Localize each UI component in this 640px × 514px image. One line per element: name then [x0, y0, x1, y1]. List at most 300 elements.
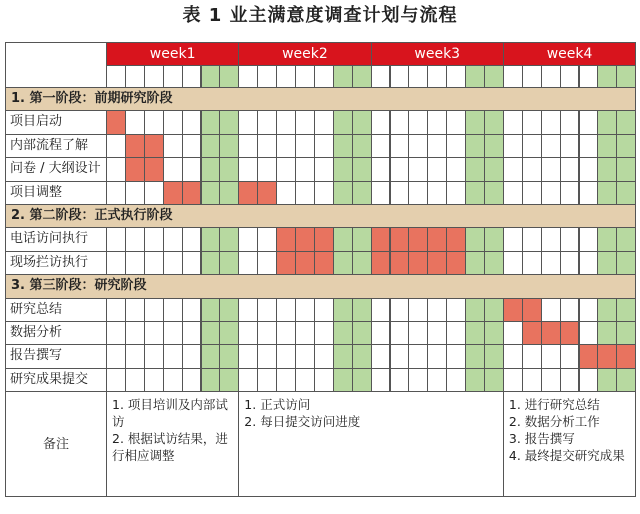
weekend-cell — [352, 368, 372, 392]
schedule-cell — [371, 368, 391, 392]
task-label: 数据分析 — [5, 321, 107, 345]
task-active-cell — [182, 181, 202, 205]
weekend-cell — [333, 134, 353, 158]
schedule-cell — [144, 298, 164, 322]
schedule-cell — [560, 134, 580, 158]
week-header: week2 — [238, 42, 371, 66]
schedule-cell — [163, 344, 183, 368]
weekend-cell — [616, 298, 636, 322]
schedule-cell — [427, 321, 447, 345]
schedule-cell — [238, 321, 258, 345]
schedule-cell — [560, 298, 580, 322]
schedule-cell — [125, 181, 145, 205]
schedule-cell — [446, 344, 466, 368]
weekend-cell — [616, 227, 636, 251]
weekend-cell — [201, 298, 221, 322]
task-active-cell — [125, 134, 145, 158]
schedule-cell — [446, 181, 466, 205]
weekend-cell — [352, 321, 372, 345]
day-cell — [503, 65, 523, 88]
schedule-cell — [446, 110, 466, 134]
schedule-cell — [579, 157, 599, 181]
schedule-cell — [390, 157, 410, 181]
weekend-cell — [484, 157, 504, 181]
schedule-cell — [182, 110, 202, 134]
weekend-cell — [219, 181, 239, 205]
schedule-cell — [371, 110, 391, 134]
schedule-cell — [182, 298, 202, 322]
task-active-cell — [106, 110, 126, 134]
schedule-cell — [295, 157, 315, 181]
notes-text: 1. 正式访问 2. 每日提交访问进度 — [238, 391, 504, 497]
task-active-cell — [503, 298, 523, 322]
task-active-cell — [238, 181, 258, 205]
weekend-cell — [484, 298, 504, 322]
day-cell — [125, 65, 145, 88]
schedule-cell — [541, 110, 561, 134]
day-cell — [182, 65, 202, 88]
schedule-cell — [182, 227, 202, 251]
schedule-cell — [541, 227, 561, 251]
schedule-cell — [276, 321, 296, 345]
schedule-cell — [446, 157, 466, 181]
header-corner — [5, 42, 107, 88]
weekend-cell — [201, 321, 221, 345]
weekend-cell — [616, 181, 636, 205]
schedule-cell — [257, 157, 277, 181]
weekend-cell — [465, 181, 485, 205]
schedule-cell — [125, 251, 145, 275]
schedule-cell — [503, 251, 523, 275]
weekend-day-cell — [616, 65, 636, 88]
schedule-cell — [390, 298, 410, 322]
task-active-cell — [257, 181, 277, 205]
schedule-cell — [144, 110, 164, 134]
schedule-cell — [238, 227, 258, 251]
weekend-cell — [219, 157, 239, 181]
weekend-cell — [352, 134, 372, 158]
schedule-cell — [276, 110, 296, 134]
task-label: 内部流程了解 — [5, 134, 107, 158]
task-active-cell — [427, 251, 447, 275]
schedule-cell — [408, 134, 428, 158]
schedule-cell — [541, 181, 561, 205]
task-active-cell — [522, 298, 542, 322]
schedule-cell — [522, 110, 542, 134]
schedule-cell — [408, 368, 428, 392]
schedule-cell — [522, 134, 542, 158]
weekend-cell — [597, 321, 617, 345]
schedule-cell — [257, 227, 277, 251]
schedule-cell — [579, 251, 599, 275]
phase-header: 1. 第一阶段：前期研究阶段 — [5, 87, 636, 111]
schedule-cell — [522, 344, 542, 368]
schedule-cell — [408, 157, 428, 181]
schedule-cell — [163, 110, 183, 134]
task-active-cell — [408, 251, 428, 275]
schedule-cell — [257, 251, 277, 275]
schedule-cell — [276, 134, 296, 158]
weekend-cell — [616, 110, 636, 134]
notes-text: 1. 进行研究总结 2. 数据分析工作 3. 报告撰写 4. 最终提交研究成果 — [503, 391, 636, 497]
day-cell — [541, 65, 561, 88]
day-cell — [314, 65, 334, 88]
weekend-cell — [484, 227, 504, 251]
schedule-cell — [295, 344, 315, 368]
weekend-cell — [597, 134, 617, 158]
schedule-cell — [295, 110, 315, 134]
task-active-cell — [408, 227, 428, 251]
schedule-cell — [408, 321, 428, 345]
day-cell — [427, 65, 447, 88]
weekend-cell — [465, 227, 485, 251]
weekend-cell — [201, 368, 221, 392]
schedule-cell — [238, 344, 258, 368]
schedule-cell — [144, 181, 164, 205]
weekend-cell — [465, 368, 485, 392]
weekend-cell — [201, 110, 221, 134]
schedule-cell — [390, 134, 410, 158]
weekend-cell — [333, 298, 353, 322]
task-active-cell — [276, 227, 296, 251]
schedule-cell — [560, 181, 580, 205]
schedule-cell — [503, 368, 523, 392]
schedule-cell — [163, 298, 183, 322]
schedule-cell — [295, 298, 315, 322]
task-label: 研究成果提交 — [5, 368, 107, 392]
schedule-cell — [446, 298, 466, 322]
schedule-cell — [295, 134, 315, 158]
task-active-cell — [579, 344, 599, 368]
schedule-cell — [295, 368, 315, 392]
weekend-cell — [597, 368, 617, 392]
schedule-cell — [371, 321, 391, 345]
task-active-cell — [522, 321, 542, 345]
schedule-cell — [257, 110, 277, 134]
weekend-cell — [201, 181, 221, 205]
task-active-cell — [541, 321, 561, 345]
schedule-cell — [579, 298, 599, 322]
task-active-cell — [163, 181, 183, 205]
schedule-cell — [163, 321, 183, 345]
weekend-cell — [484, 368, 504, 392]
day-cell — [276, 65, 296, 88]
task-active-cell — [295, 251, 315, 275]
schedule-cell — [390, 110, 410, 134]
week-header: week1 — [106, 42, 239, 66]
schedule-cell — [579, 227, 599, 251]
schedule-cell — [314, 368, 334, 392]
schedule-cell — [106, 344, 126, 368]
schedule-cell — [238, 251, 258, 275]
schedule-cell — [560, 251, 580, 275]
weekend-cell — [201, 157, 221, 181]
schedule-cell — [560, 227, 580, 251]
weekend-cell — [219, 227, 239, 251]
schedule-cell — [106, 181, 126, 205]
schedule-cell — [408, 298, 428, 322]
weekend-day-cell — [201, 65, 221, 88]
schedule-cell — [276, 344, 296, 368]
day-cell — [390, 65, 410, 88]
weekend-cell — [484, 110, 504, 134]
weekend-cell — [616, 134, 636, 158]
schedule-cell — [276, 298, 296, 322]
schedule-cell — [144, 321, 164, 345]
weekend-cell — [219, 298, 239, 322]
schedule-cell — [503, 110, 523, 134]
schedule-cell — [541, 344, 561, 368]
task-active-cell — [446, 251, 466, 275]
schedule-cell — [522, 157, 542, 181]
schedule-cell — [295, 181, 315, 205]
schedule-cell — [257, 134, 277, 158]
task-active-cell — [314, 227, 334, 251]
weekend-cell — [352, 298, 372, 322]
schedule-cell — [503, 157, 523, 181]
day-cell — [560, 65, 580, 88]
schedule-cell — [390, 321, 410, 345]
schedule-cell — [390, 181, 410, 205]
week-header: week4 — [503, 42, 636, 66]
schedule-cell — [125, 298, 145, 322]
schedule-cell — [522, 181, 542, 205]
schedule-cell — [125, 110, 145, 134]
schedule-cell — [182, 134, 202, 158]
weekend-cell — [484, 344, 504, 368]
schedule-cell — [390, 368, 410, 392]
schedule-cell — [106, 227, 126, 251]
week-header: week3 — [371, 42, 504, 66]
weekend-cell — [465, 110, 485, 134]
schedule-cell — [106, 298, 126, 322]
weekend-cell — [597, 157, 617, 181]
schedule-cell — [257, 321, 277, 345]
schedule-cell — [314, 298, 334, 322]
schedule-cell — [446, 321, 466, 345]
schedule-cell — [238, 298, 258, 322]
weekend-cell — [616, 157, 636, 181]
weekend-cell — [597, 181, 617, 205]
weekend-cell — [333, 251, 353, 275]
schedule-cell — [371, 298, 391, 322]
task-active-cell — [144, 134, 164, 158]
schedule-cell — [238, 368, 258, 392]
schedule-cell — [541, 298, 561, 322]
schedule-cell — [238, 157, 258, 181]
schedule-cell — [503, 134, 523, 158]
weekend-cell — [465, 344, 485, 368]
weekend-cell — [484, 251, 504, 275]
weekend-cell — [616, 251, 636, 275]
schedule-cell — [238, 110, 258, 134]
schedule-cell — [503, 321, 523, 345]
weekend-cell — [465, 321, 485, 345]
schedule-cell — [163, 134, 183, 158]
schedule-cell — [125, 227, 145, 251]
day-cell — [144, 65, 164, 88]
schedule-cell — [371, 181, 391, 205]
schedule-cell — [125, 344, 145, 368]
schedule-cell — [446, 368, 466, 392]
weekend-cell — [352, 181, 372, 205]
schedule-cell — [106, 368, 126, 392]
schedule-cell — [503, 227, 523, 251]
task-active-cell — [125, 157, 145, 181]
schedule-cell — [560, 110, 580, 134]
schedule-cell — [408, 181, 428, 205]
schedule-cell — [314, 344, 334, 368]
task-active-cell — [276, 251, 296, 275]
schedule-cell — [522, 368, 542, 392]
weekend-cell — [616, 321, 636, 345]
weekend-cell — [333, 110, 353, 134]
task-active-cell — [427, 227, 447, 251]
schedule-cell — [446, 134, 466, 158]
schedule-cell — [541, 368, 561, 392]
schedule-cell — [276, 368, 296, 392]
schedule-cell — [579, 181, 599, 205]
schedule-cell — [125, 368, 145, 392]
weekend-cell — [219, 134, 239, 158]
schedule-cell — [182, 368, 202, 392]
schedule-cell — [314, 110, 334, 134]
schedule-cell — [106, 251, 126, 275]
schedule-cell — [560, 157, 580, 181]
day-cell — [371, 65, 391, 88]
schedule-cell — [579, 110, 599, 134]
weekend-cell — [352, 251, 372, 275]
task-active-cell — [314, 251, 334, 275]
weekend-cell — [333, 157, 353, 181]
schedule-cell — [106, 134, 126, 158]
schedule-cell — [314, 157, 334, 181]
schedule-cell — [427, 134, 447, 158]
schedule-cell — [371, 157, 391, 181]
day-cell — [257, 65, 277, 88]
task-label: 项目启动 — [5, 110, 107, 134]
schedule-cell — [106, 321, 126, 345]
schedule-cell — [144, 344, 164, 368]
task-active-cell — [144, 157, 164, 181]
weekend-cell — [484, 134, 504, 158]
day-cell — [408, 65, 428, 88]
task-active-cell — [616, 344, 636, 368]
weekend-cell — [484, 181, 504, 205]
day-cell — [446, 65, 466, 88]
weekend-cell — [333, 368, 353, 392]
weekend-day-cell — [484, 65, 504, 88]
task-active-cell — [390, 251, 410, 275]
weekend-day-cell — [465, 65, 485, 88]
notes-label: 备注 — [5, 391, 107, 497]
schedule-cell — [182, 321, 202, 345]
weekend-cell — [219, 251, 239, 275]
weekend-cell — [352, 227, 372, 251]
task-active-cell — [371, 251, 391, 275]
notes-text: 1. 项目培训及内部试访 2. 根据试访结果，进行相应调整 — [106, 391, 239, 497]
schedule-cell — [144, 251, 164, 275]
weekend-cell — [597, 227, 617, 251]
schedule-cell — [503, 181, 523, 205]
schedule-cell — [257, 368, 277, 392]
weekend-cell — [219, 110, 239, 134]
weekend-cell — [201, 227, 221, 251]
weekend-cell — [219, 321, 239, 345]
weekend-cell — [219, 368, 239, 392]
schedule-cell — [144, 227, 164, 251]
weekend-cell — [465, 157, 485, 181]
schedule-cell — [427, 181, 447, 205]
weekend-day-cell — [333, 65, 353, 88]
schedule-cell — [371, 344, 391, 368]
task-label: 项目调整 — [5, 181, 107, 205]
schedule-cell — [390, 344, 410, 368]
schedule-cell — [163, 368, 183, 392]
schedule-cell — [182, 157, 202, 181]
weekend-cell — [333, 181, 353, 205]
schedule-cell — [125, 321, 145, 345]
weekend-cell — [219, 344, 239, 368]
schedule-cell — [427, 368, 447, 392]
schedule-cell — [314, 321, 334, 345]
weekend-cell — [484, 321, 504, 345]
weekend-cell — [201, 251, 221, 275]
weekend-cell — [616, 368, 636, 392]
weekend-cell — [597, 251, 617, 275]
weekend-cell — [352, 110, 372, 134]
weekend-cell — [333, 344, 353, 368]
schedule-cell — [276, 157, 296, 181]
day-cell — [295, 65, 315, 88]
schedule-cell — [314, 181, 334, 205]
schedule-cell — [163, 251, 183, 275]
task-active-cell — [597, 344, 617, 368]
schedule-cell — [295, 321, 315, 345]
weekend-day-cell — [597, 65, 617, 88]
weekend-day-cell — [352, 65, 372, 88]
schedule-cell — [541, 157, 561, 181]
task-active-cell — [446, 227, 466, 251]
task-label: 报告撰写 — [5, 344, 107, 368]
schedule-cell — [257, 298, 277, 322]
day-cell — [522, 65, 542, 88]
table-title: 表 1 业主满意度调查计划与流程 — [182, 5, 458, 26]
schedule-cell — [427, 344, 447, 368]
weekend-day-cell — [219, 65, 239, 88]
schedule-cell — [579, 368, 599, 392]
weekend-cell — [465, 251, 485, 275]
schedule-cell — [427, 157, 447, 181]
schedule-cell — [560, 344, 580, 368]
schedule-cell — [238, 134, 258, 158]
schedule-cell — [427, 110, 447, 134]
weekend-cell — [201, 344, 221, 368]
schedule-cell — [427, 298, 447, 322]
weekend-cell — [465, 134, 485, 158]
schedule-cell — [408, 110, 428, 134]
schedule-cell — [182, 251, 202, 275]
day-cell — [238, 65, 258, 88]
weekend-cell — [352, 344, 372, 368]
schedule-cell — [541, 134, 561, 158]
schedule-cell — [163, 227, 183, 251]
schedule-cell — [163, 157, 183, 181]
day-cell — [106, 65, 126, 88]
task-label: 问卷 / 大纲设计 — [5, 157, 107, 181]
schedule-cell — [106, 157, 126, 181]
schedule-cell — [522, 227, 542, 251]
